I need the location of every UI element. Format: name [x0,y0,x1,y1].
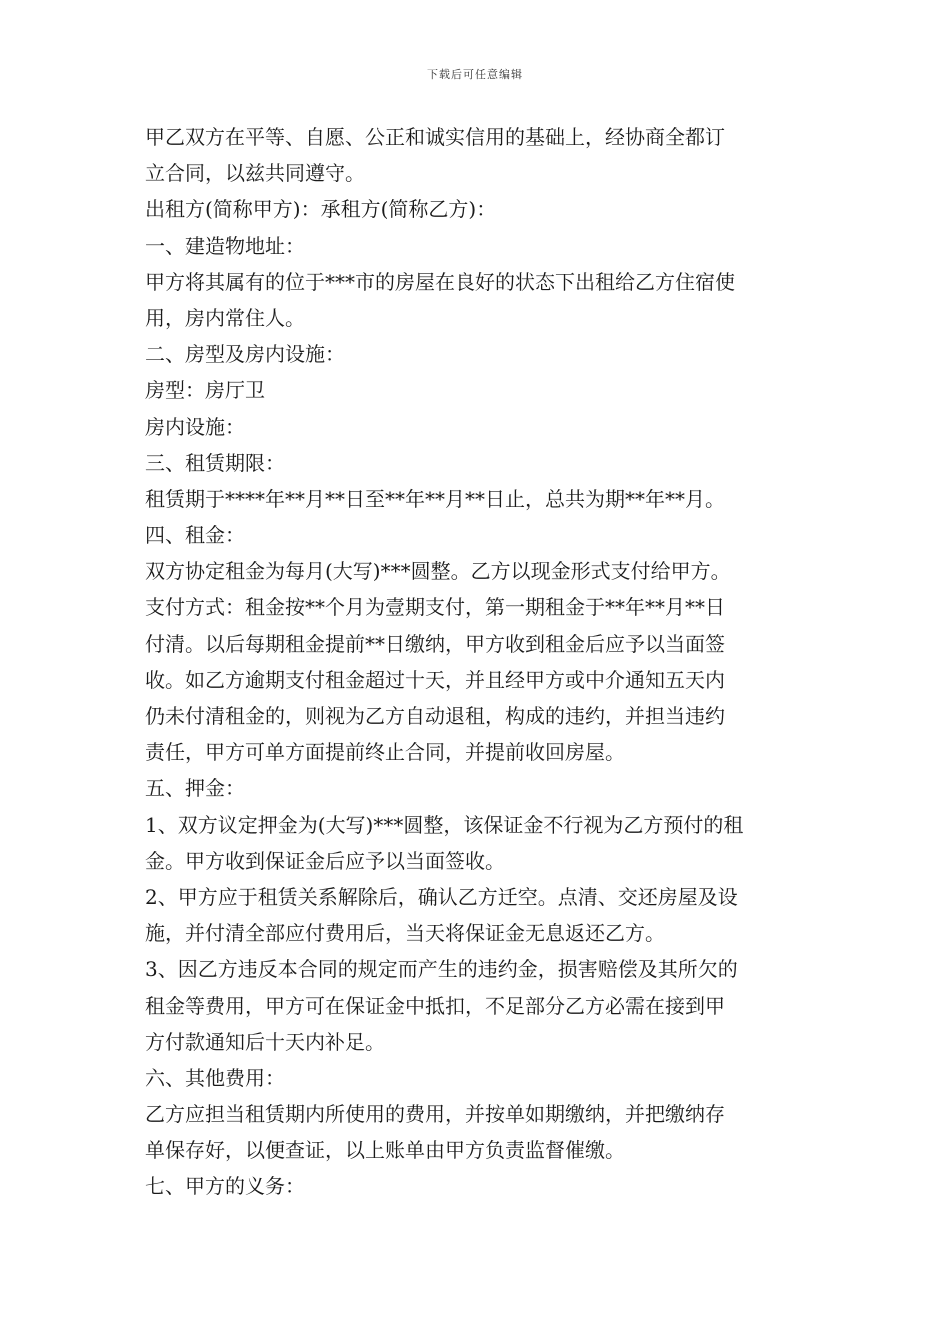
section-heading: 二、房型及房内设施： [145,342,345,367]
text-line: 甲乙双方在平等、自愿、公正和诚实信用的基础上，经协商全都订 [145,125,725,149]
text-line: 甲方将其属有的位于***市的房屋在良好的状态下出租给乙方住宿使 [145,269,735,294]
text-line: 单保存好，以便查证，以上账单由甲方负责监督催缴。 [145,1138,625,1163]
text-line: 1、双方议定押金为(大写)***圆整，该保证金不行视为乙方预付的租 [145,812,744,837]
contract-body [145,119,815,1205]
header-note: 下载后可任意编辑 [427,68,523,81]
text-line: 乙方应担当租赁期内所使用的费用，并按单如期缴纳，并把缴纳存 [145,1102,725,1127]
text-line: 施，并付清全部应付费用后，当天将保证金无息返还乙方。 [145,921,665,946]
text-line: 支付方式：租金按**个月为壹期支付，第一期租金于**年**月**日 [145,595,725,620]
text-line: 金。甲方收到保证金后应予以当面签收。 [145,848,505,873]
text-line: 责任，甲方可单方面提前终止合同，并提前收回房屋。 [145,740,625,765]
section-heading: 七、甲方的义务： [145,1174,305,1199]
text-line: 付清。以后每期租金提前**日缴纳，甲方收到租金后应予以当面签 [145,631,725,656]
text-line: 仍未付清租金的，则视为乙方自动退租，构成的违约，并担当违约 [145,704,725,728]
text-line: 房型：房厅卫 [145,378,265,403]
text-line: 用，房内常住人。 [145,305,305,330]
text-line: 房内设施： [145,414,245,439]
parties-line: 出租方(简称甲方)：承租方(简称乙方)： [145,197,497,222]
section-heading: 六、其他费用： [145,1065,285,1090]
section-heading: 四、租金： [145,523,245,548]
text-line: 3、因乙方违反本合同的规定而产生的违约金，损害赔偿及其所欠的 [145,957,738,982]
text-line: 2、甲方应于租赁关系解除后，确认乙方迁空。点清、交还房屋及设 [145,884,738,909]
text-line: 收。如乙方逾期支付租金超过十天，并且经甲方或中介通知五天内 [145,667,725,692]
section-heading: 一、建造物地址： [145,233,305,258]
section-heading: 三、租赁期限： [145,450,285,475]
text-line: 双方协定租金为每月(大写)***圆整。乙方以现金形式支付给甲方。 [145,559,731,584]
section-heading: 五、押金： [145,776,245,801]
text-line: 租金等费用，甲方可在保证金中抵扣，不足部分乙方必需在接到甲 [145,993,725,1018]
text-line: 立合同，以兹共同遵守。 [145,161,365,186]
text-line: 租赁期于****年**月**日至**年**月**日止，总共为期**年**月。 [145,486,725,511]
text-line: 方付款通知后十天内补足。 [145,1029,385,1054]
